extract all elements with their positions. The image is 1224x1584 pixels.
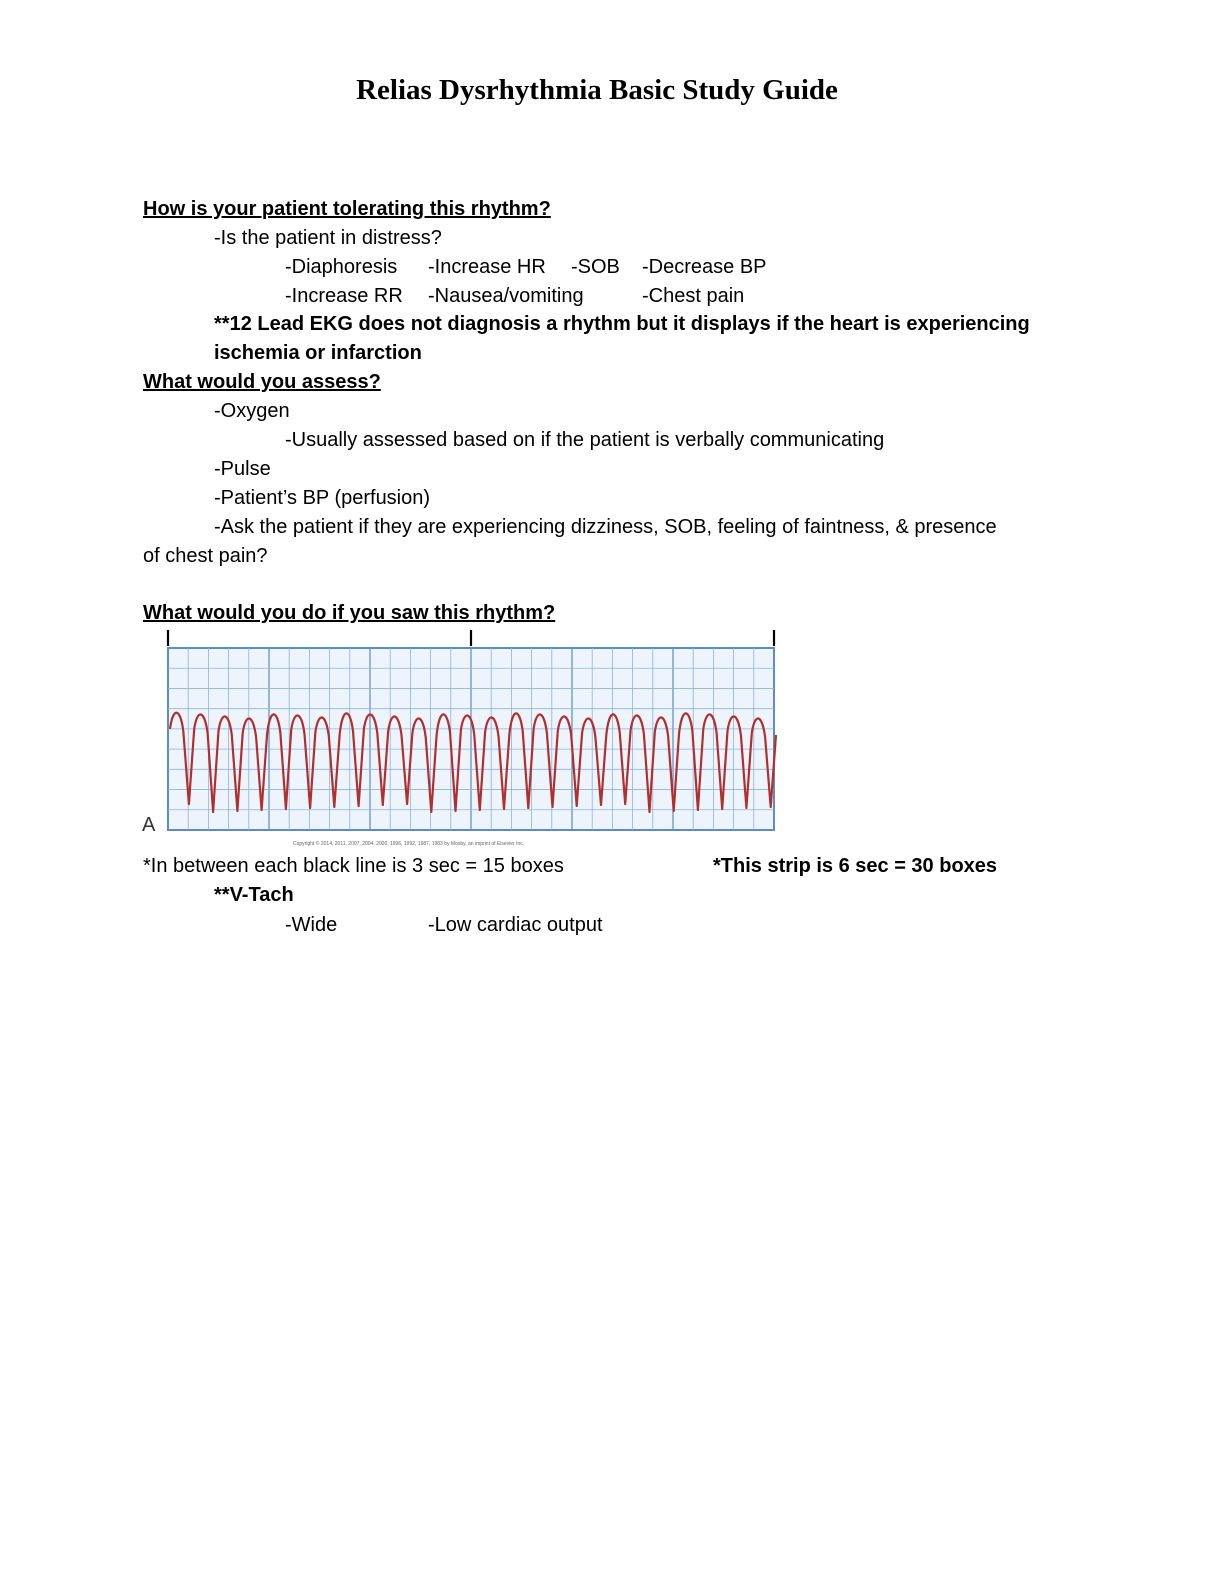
- sign-chest-pain: -Chest pain: [642, 285, 745, 307]
- sign-sob: -SOB: [571, 256, 620, 278]
- section-heading-rhythm: What would you do if you saw this rhythm?: [143, 602, 556, 624]
- ekg-note-line1: **12 Lead EKG does not diagnosis a rhythm but it displays if the heart is experiencing: [214, 313, 1030, 335]
- section-heading-tolerating: How is your patient tolerating this rhythm?: [143, 198, 551, 220]
- sign-decrease-bp: -Decrease BP: [642, 256, 767, 278]
- strip-note-left: *In between each black line is 3 sec = 15 boxes: [143, 855, 564, 877]
- assess-bp: -Patient’s BP (perfusion): [214, 487, 431, 509]
- ekg-strip-image: [140, 626, 780, 848]
- sign-increase-hr: -Increase HR: [428, 256, 546, 278]
- strip-copyright: Copyright © 2014, 2011, 2007, 2004, 2000, 1996, 1992, 1987, 1983 by Mosby, an imprint of Elsevier Inc.: [293, 841, 525, 847]
- strip-note-right: *This strip is 6 sec = 30 boxes: [713, 855, 998, 877]
- section-heading-assess: What would you assess?: [143, 371, 381, 393]
- assess-ask-line2: of chest pain?: [143, 545, 268, 567]
- sign-increase-rr: -Increase RR: [285, 285, 403, 307]
- ekg-grid: [168, 648, 774, 830]
- trait-low-cardiac-output: -Low cardiac output: [428, 914, 603, 936]
- assess-ask-line1: -Ask the patient if they are experiencing dizziness, SOB, feeling of faintness, & presence: [214, 516, 997, 538]
- assess-oxygen-detail: -Usually assessed based on if the patient is verbally communicating: [285, 429, 885, 451]
- distress-question: -Is the patient in distress?: [214, 227, 442, 249]
- sign-diaphoresis: -Diaphoresis: [285, 256, 398, 278]
- ekg-note-line2: ischemia or infarction: [214, 342, 422, 364]
- document-title: Relias Dysrhythmia Basic Study Guide: [356, 74, 838, 106]
- assess-pulse: -Pulse: [214, 458, 271, 480]
- ekg-rhythm-strip: [140, 626, 780, 848]
- ekg-time-marks: [168, 630, 774, 646]
- assess-oxygen: -Oxygen: [214, 400, 290, 422]
- sign-nausea-vomiting: -Nausea/vomiting: [428, 285, 584, 307]
- rhythm-name: **V-Tach: [214, 884, 294, 906]
- trait-wide: -Wide: [285, 914, 338, 936]
- strip-label: A: [142, 814, 156, 836]
